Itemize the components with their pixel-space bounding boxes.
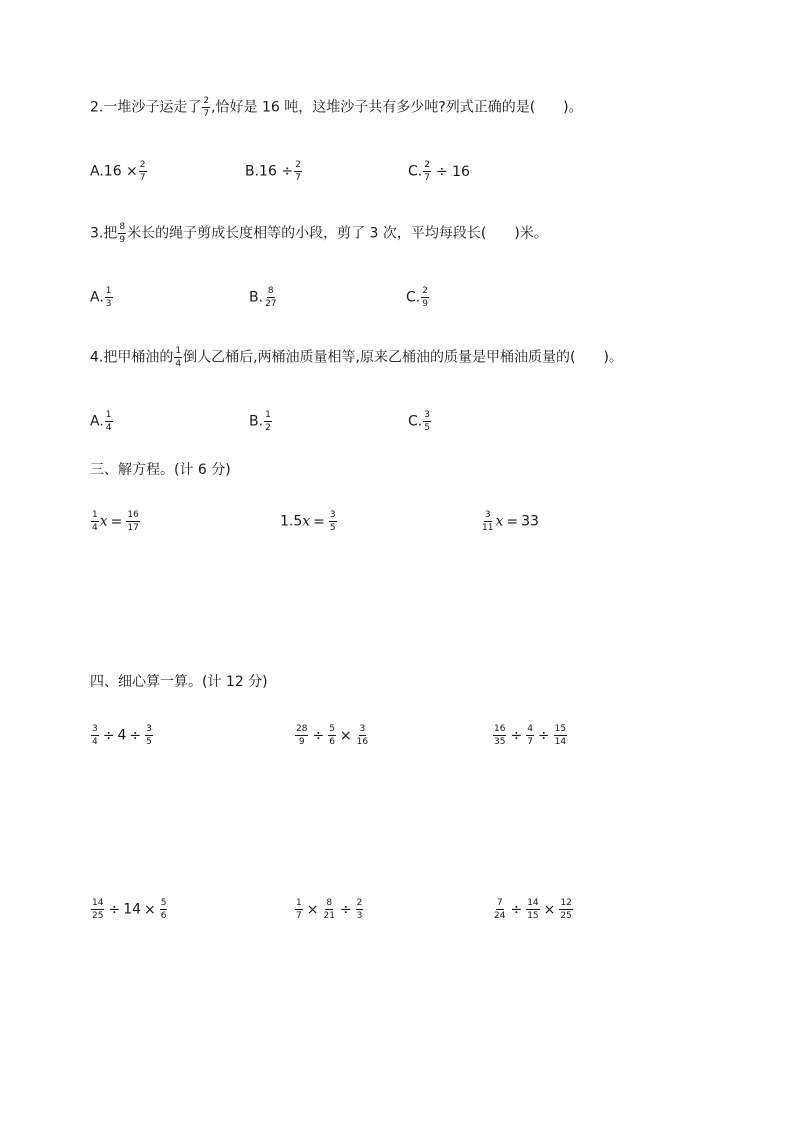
question-4-option-c: C. $\frac{3}{5}$ <box>408 410 430 433</box>
question-2-option-c: C. $\frac{2}{7}$ ÷ 16 <box>408 160 470 183</box>
question-3-option-c: C. $\frac{2}{9}$ <box>406 286 428 309</box>
fraction: $\frac{2}{7}$ <box>424 160 430 183</box>
fraction: $\frac{2}{7}$ <box>203 96 210 119</box>
question-3-option-b: B. $\frac{8}{27}$ <box>249 286 277 309</box>
calc-problem-2: $\frac{28}{9}$ ÷ $\frac{5}{6}$ × $\frac{3}{16}$ <box>296 724 369 747</box>
question-4-option-b: B. $\frac{1}{2}$ <box>249 410 271 433</box>
calc-problem-3: $\frac{16}{35}$ ÷ $\frac{4}{7}$ ÷ $\frac{15}{14}$ <box>494 724 567 747</box>
fraction: $\frac{14}{15}$ <box>527 898 539 921</box>
fraction: $\frac{3}{11}$ <box>482 510 494 533</box>
fraction: $\frac{16}{17}$ <box>127 510 139 533</box>
fraction: $\frac{1}{2}$ <box>265 410 271 433</box>
fraction: $\frac{2}{3}$ <box>356 898 363 921</box>
fraction: $\frac{12}{25}$ <box>560 898 572 921</box>
fraction: $\frac{3}{5}$ <box>424 410 430 433</box>
fraction: $\frac{8}{27}$ <box>265 286 277 309</box>
fraction: $\frac{14}{25}$ <box>92 898 104 921</box>
fraction: $\frac{8}{9}$ <box>119 222 126 245</box>
fraction: $\frac{28}{9}$ <box>296 724 308 747</box>
fraction: $\frac{1}{3}$ <box>105 286 112 309</box>
equation-3: $\frac{3}{11}$ x = 33 <box>482 510 539 533</box>
fraction: $\frac{5}{6}$ <box>329 724 335 747</box>
question-4-stem: 4.把甲桶油的 $\frac{1}{4}$ 倒人乙桶后,两桶油质量相等,原来乙桶油的质量是甲桶油质量的( )。 <box>90 346 623 369</box>
question-2-option-a: A.16 × $\frac{2}{7}$ <box>90 160 146 183</box>
section-3-title: 三、解方程。(计 6 分) <box>90 462 231 478</box>
calc-problem-1: $\frac{3}{4}$ ÷ 4 ÷ $\frac{3}{5}$ <box>92 724 152 747</box>
fraction: $\frac{16}{35}$ <box>494 724 506 747</box>
fraction: $\frac{3}{16}$ <box>356 724 369 747</box>
calc-problem-5: $\frac{1}{7}$ × $\frac{8}{21}$ ÷ $\frac{2}{3}$ <box>296 898 363 921</box>
fraction: $\frac{7}{24}$ <box>494 898 506 921</box>
fraction: $\frac{2}{7}$ <box>139 160 146 183</box>
fraction: $\frac{1}{7}$ <box>296 898 302 921</box>
fraction: $\frac{1}{4}$ <box>92 510 98 533</box>
section-4-title: 四、细心算一算。(计 12 分) <box>90 674 268 690</box>
fraction: $\frac{1}{4}$ <box>105 410 112 433</box>
question-3-stem: 3.把 $\frac{8}{9}$ 米长的绳子剪成长度相等的小段，剪了 3 次，平均每段长( )米。 <box>90 222 548 245</box>
fraction: $\frac{15}{14}$ <box>554 724 567 747</box>
fraction: $\frac{5}{6}$ <box>160 898 167 921</box>
fraction: $\frac{2}{7}$ <box>295 160 301 183</box>
question-2-option-b: B.16 ÷ $\frac{2}{7}$ <box>245 160 301 183</box>
calc-problem-6: $\frac{7}{24}$ ÷ $\frac{14}{15}$ × $\frac{12}{25}$ <box>494 898 572 921</box>
question-4-option-a: A. $\frac{1}{4}$ <box>90 410 112 433</box>
question-2-stem: 2.一堆沙子运走了 $\frac{2}{7}$ ,恰好是 16 吨，这堆沙子共有多少吨?列式正确的是( )。 <box>90 96 583 119</box>
fraction: $\frac{4}{7}$ <box>527 724 533 747</box>
fraction: $\frac{2}{9}$ <box>422 286 428 309</box>
equation-1: $\frac{1}{4}$ x = $\frac{16}{17}$ <box>92 510 139 533</box>
fraction: $\frac{1}{4}$ <box>175 346 182 369</box>
equation-2: 1.5x = $\frac{3}{5}$ <box>280 510 336 533</box>
calc-problem-4: $\frac{14}{25}$ ÷ 14 × $\frac{5}{6}$ <box>92 898 167 921</box>
question-3-option-a: A. $\frac{1}{3}$ <box>90 286 112 309</box>
fraction: $\frac{3}{4}$ <box>92 724 98 747</box>
fraction: $\frac{3}{5}$ <box>329 510 336 533</box>
fraction: $\frac{3}{5}$ <box>146 724 152 747</box>
fraction: $\frac{8}{21}$ <box>323 898 335 921</box>
